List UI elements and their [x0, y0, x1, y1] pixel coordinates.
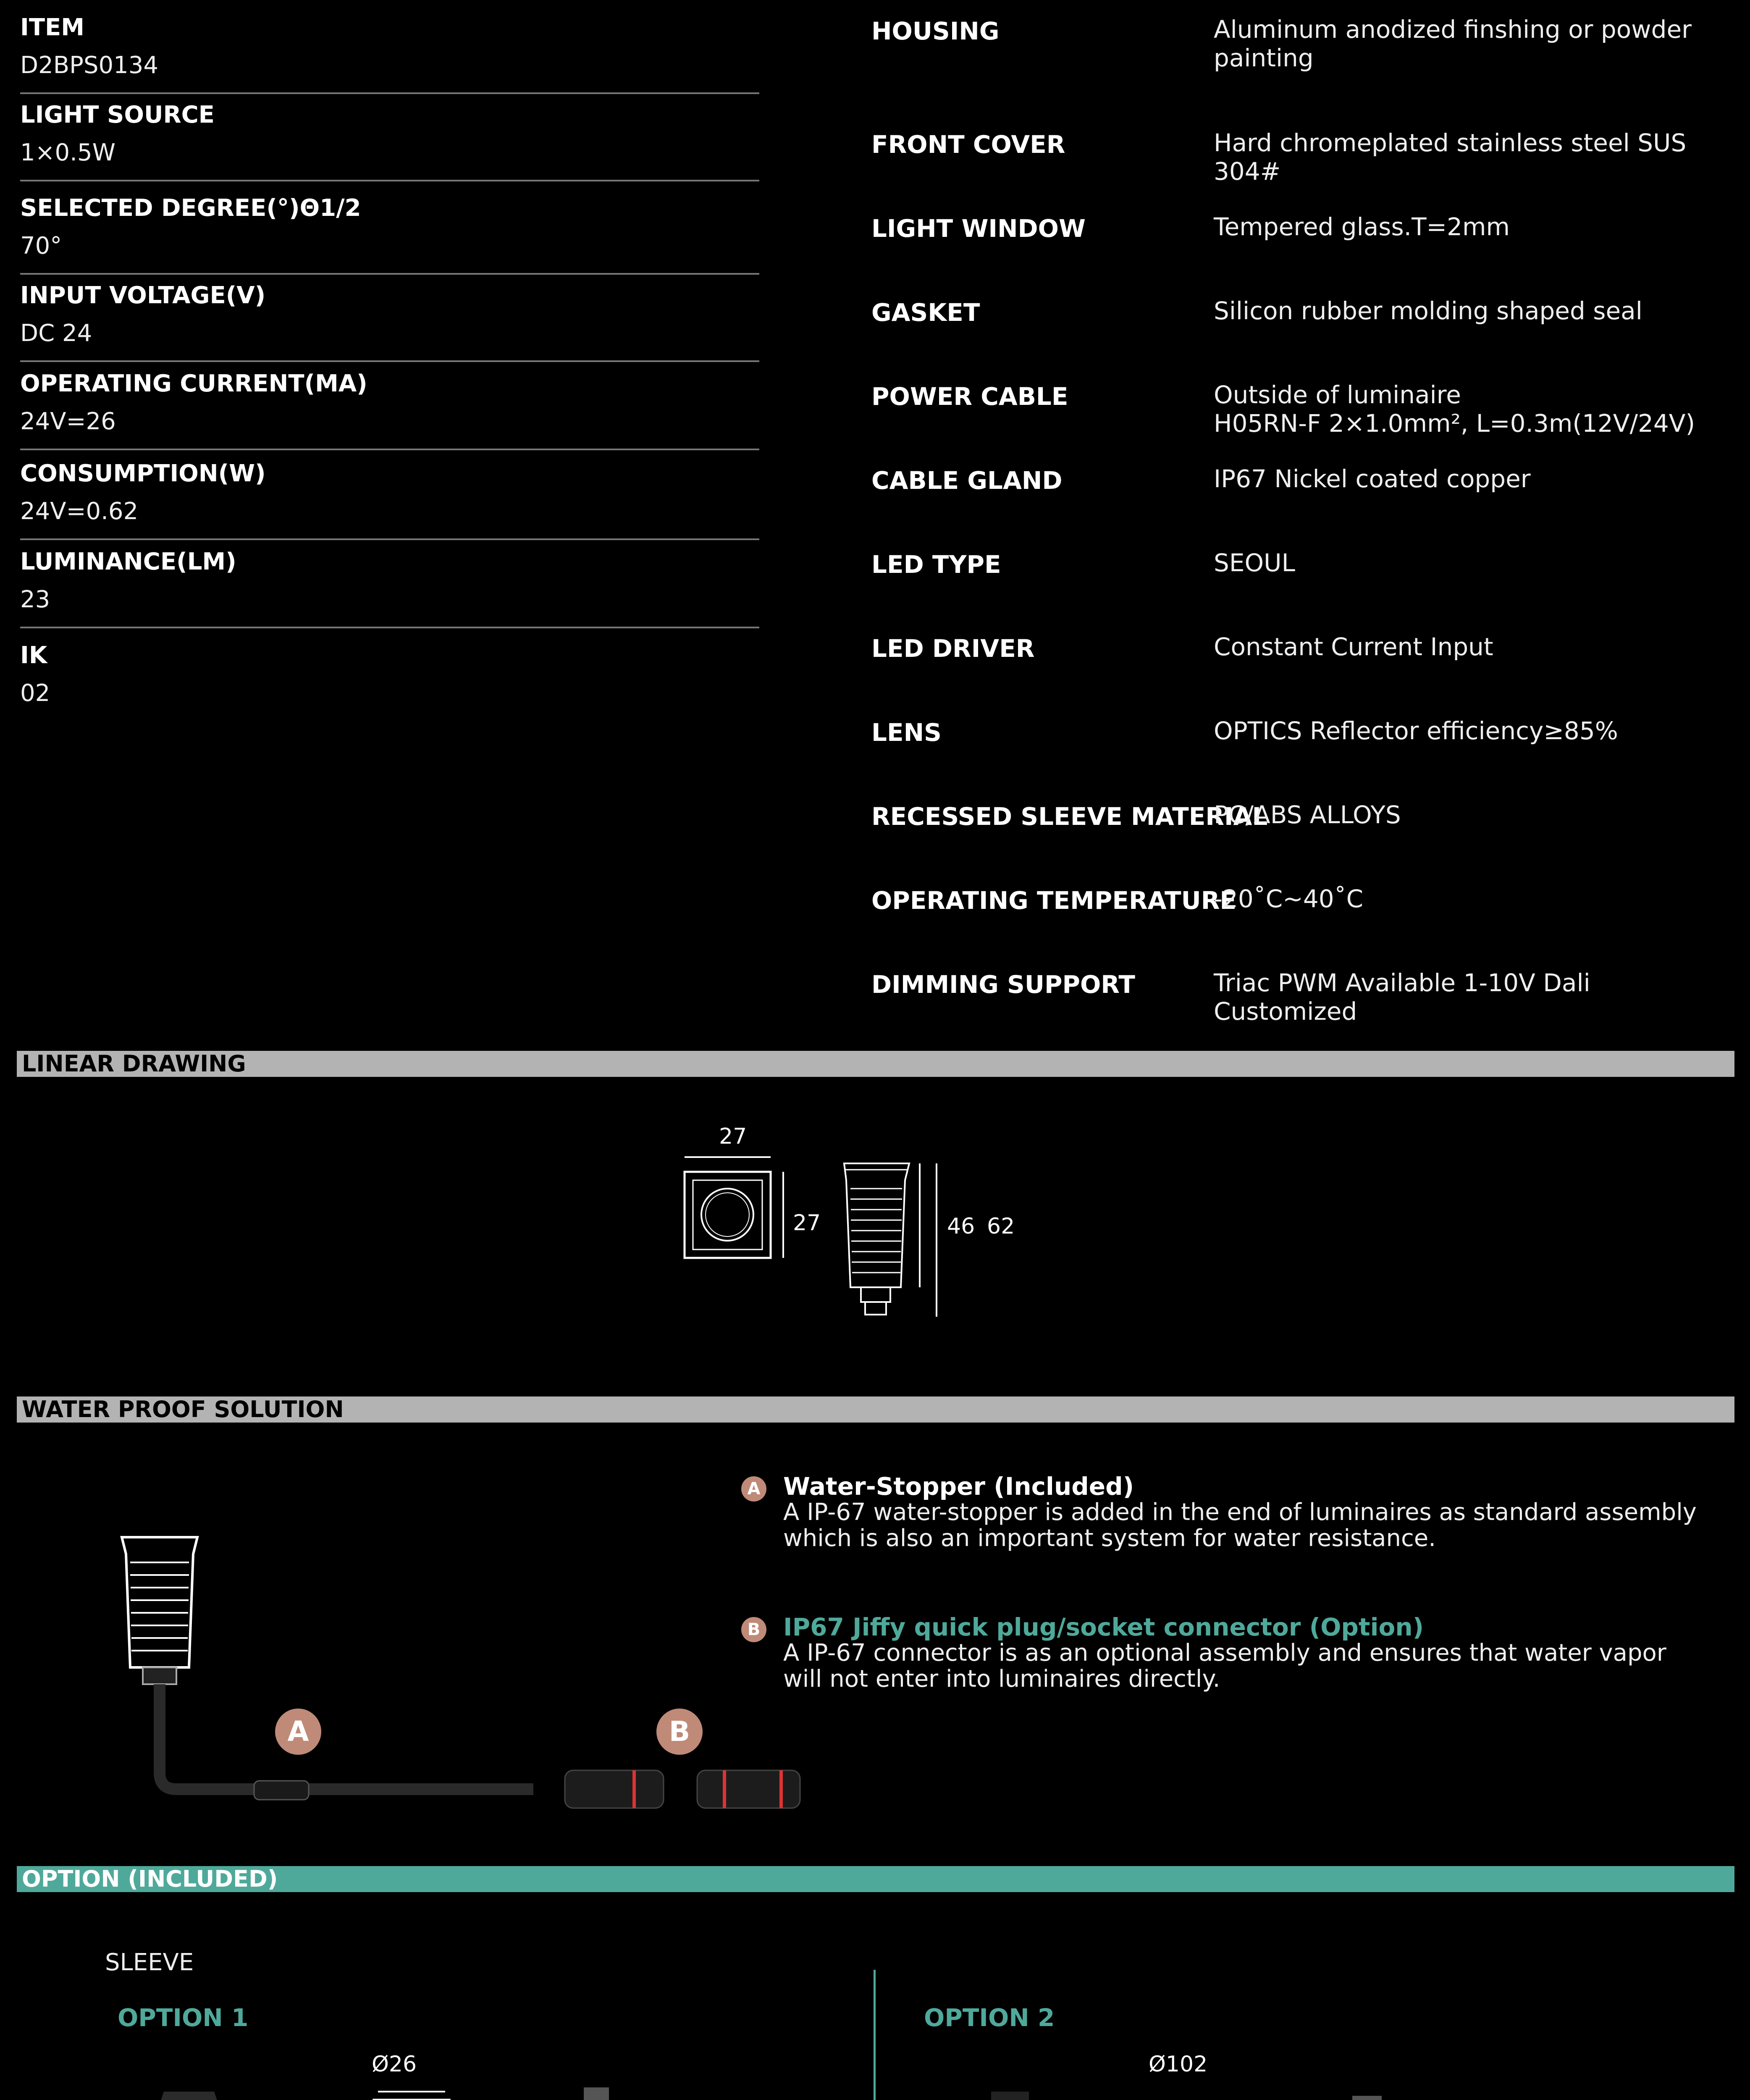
- spec-value-block: [1214, 381, 1730, 438]
- spec-value-block: [1214, 801, 1730, 829]
- spec-value-right: -20˚C~40˚C: [1214, 885, 1364, 913]
- spec-label: ITEM: [20, 14, 85, 41]
- spec-label-right: CABLE GLAND: [871, 466, 1063, 495]
- spec-value-block: [1214, 633, 1730, 661]
- option-1-title: OPTION 1: [118, 2003, 249, 2032]
- waterproof-header: WATER PROOF SOLUTION: [17, 1396, 1734, 1423]
- spec-value-block: [1214, 465, 1730, 493]
- spec-row-left: [20, 369, 759, 450]
- spec-label-right: LED DRIVER: [871, 634, 1035, 663]
- spec-value-right: OPTICS Reflector efficiency≥85%: [1214, 717, 1618, 745]
- spec-label: CONSUMPTION(W): [20, 460, 266, 487]
- spec-label-right: OPERATING TEMPERATURE: [871, 886, 1236, 915]
- badge-b: B: [741, 1617, 766, 1642]
- spec-label-right: RECESSED SLEEVE MATERIAL: [871, 802, 1268, 831]
- spec-row-left: [20, 547, 759, 628]
- jiffy-connector-desc-line2: will not enter into luminaires directly.: [783, 1665, 1220, 1693]
- water-stopper-desc-line1: A IP-67 water-stopper is added in the end of luminaires as standard assembly: [783, 1499, 1697, 1526]
- water-stopper-desc-line2: which is also an important system for water resistance.: [783, 1525, 1436, 1552]
- spec-value: 02: [20, 680, 50, 707]
- spec-row-left: [20, 100, 759, 181]
- spec-label-right: GASKET: [871, 298, 980, 327]
- spec-value-block: [1214, 15, 1730, 72]
- spec-row-left: [20, 640, 759, 708]
- spec-label-right: LENS: [871, 718, 942, 747]
- option-2-illustration: [916, 2066, 1747, 2100]
- spec-value-right: Triac PWM Available 1-10V Dali Customized: [1214, 969, 1590, 1026]
- spec-row-left: [20, 13, 759, 94]
- spec-value-right: Silicon rubber molding shaped seal: [1214, 297, 1642, 325]
- spec-row-left: [20, 459, 759, 540]
- spec-value: 24V=26: [20, 408, 116, 435]
- spec-value-block: [1214, 213, 1730, 241]
- water-stopper-desc: [783, 1499, 1697, 1551]
- spec-value-block: [1214, 885, 1730, 913]
- spec-value-block: [1214, 129, 1730, 186]
- jiffy-connector-title: IP67 Jiffy quick plug/socket connector (Option): [783, 1613, 1424, 1641]
- spec-label: IK: [20, 642, 47, 669]
- water-stopper-title: Water-Stopper (Included): [783, 1472, 1134, 1501]
- spec-row-left: [20, 193, 759, 275]
- spec-value: D2BPS0134: [20, 52, 158, 79]
- spec-value-right: SEOUL: [1214, 549, 1295, 577]
- spec-value: 24V=0.62: [20, 498, 139, 525]
- spec-label-right: LIGHT WINDOW: [871, 214, 1086, 243]
- spec-label: LUMINANCE(LM): [20, 548, 236, 575]
- spec-value-right: PC/ABS ALLOYS: [1214, 801, 1401, 829]
- spec-label-right: POWER CABLE: [871, 382, 1068, 411]
- spec-label: LIGHT SOURCE: [20, 101, 215, 129]
- sleeve-label: SLEEVE: [105, 1949, 194, 1976]
- spec-value-right: Tempered glass.T=2mm: [1214, 213, 1510, 241]
- spec-value-right: Outside of luminaire: [1214, 381, 1461, 409]
- spec-value-block: [1214, 717, 1730, 745]
- linear-drawing-header: LINEAR DRAWING: [17, 1051, 1734, 1077]
- spec-label-right: DIMMING SUPPORT: [871, 970, 1135, 999]
- spec-label-right: HOUSING: [871, 17, 1000, 45]
- spec-label: OPERATING CURRENT(MA): [20, 370, 367, 397]
- waterproof-illustration: [113, 1529, 869, 1823]
- spec-value-right-line2: H05RN-F 2×1.0mm², L=0.3m(12V/24V): [1214, 409, 1695, 438]
- option-header: OPTION (INCLUDED): [17, 1866, 1734, 1892]
- jiffy-connector-desc-line1: A IP-67 connector is as an optional assembly and ensures that water vapor: [783, 1639, 1666, 1667]
- spec-label-right: FRONT COVER: [871, 130, 1065, 159]
- badge-a: A: [741, 1476, 766, 1502]
- dim-h2: 62: [987, 1214, 1015, 1239]
- spec-label: SELECTED DEGREE(°)Θ1/2: [20, 194, 361, 222]
- spec-value: 23: [20, 586, 50, 613]
- spec-value-block: [1214, 297, 1730, 325]
- spec-value-right: Hard chromeplated stainless steel SUS 304#: [1214, 129, 1687, 186]
- dim-h1: 46: [947, 1214, 975, 1239]
- badge-b-large: B: [656, 1709, 703, 1755]
- dim-side: 27: [793, 1210, 821, 1236]
- option-1-diameter: Ø26: [372, 2052, 417, 2077]
- spec-value-right: Aluminum anodized finshing or powder painting: [1214, 15, 1692, 72]
- dim-width-top: 27: [719, 1124, 747, 1149]
- option-1-illustration: [105, 2058, 874, 2100]
- spec-label-right: LED TYPE: [871, 550, 1001, 579]
- spec-value-right: Constant Current Input: [1214, 633, 1493, 661]
- badge-a-large: A: [275, 1709, 321, 1755]
- spec-value: DC 24: [20, 320, 92, 347]
- spec-value-block: [1214, 549, 1730, 577]
- spec-value: 1×0.5W: [20, 139, 115, 166]
- option-divider: [874, 1970, 876, 2100]
- spec-value-block: [1214, 969, 1730, 1026]
- jiffy-connector-desc: [783, 1640, 1666, 1692]
- option-2-title: OPTION 2: [924, 2003, 1055, 2032]
- spec-row-left: [20, 281, 759, 362]
- spec-label: INPUT VOLTAGE(V): [20, 282, 266, 309]
- spec-value: 70°: [20, 232, 62, 260]
- option-2-diameter: Ø102: [1149, 2052, 1208, 2077]
- spec-value-right: IP67 Nickel coated copper: [1214, 465, 1531, 493]
